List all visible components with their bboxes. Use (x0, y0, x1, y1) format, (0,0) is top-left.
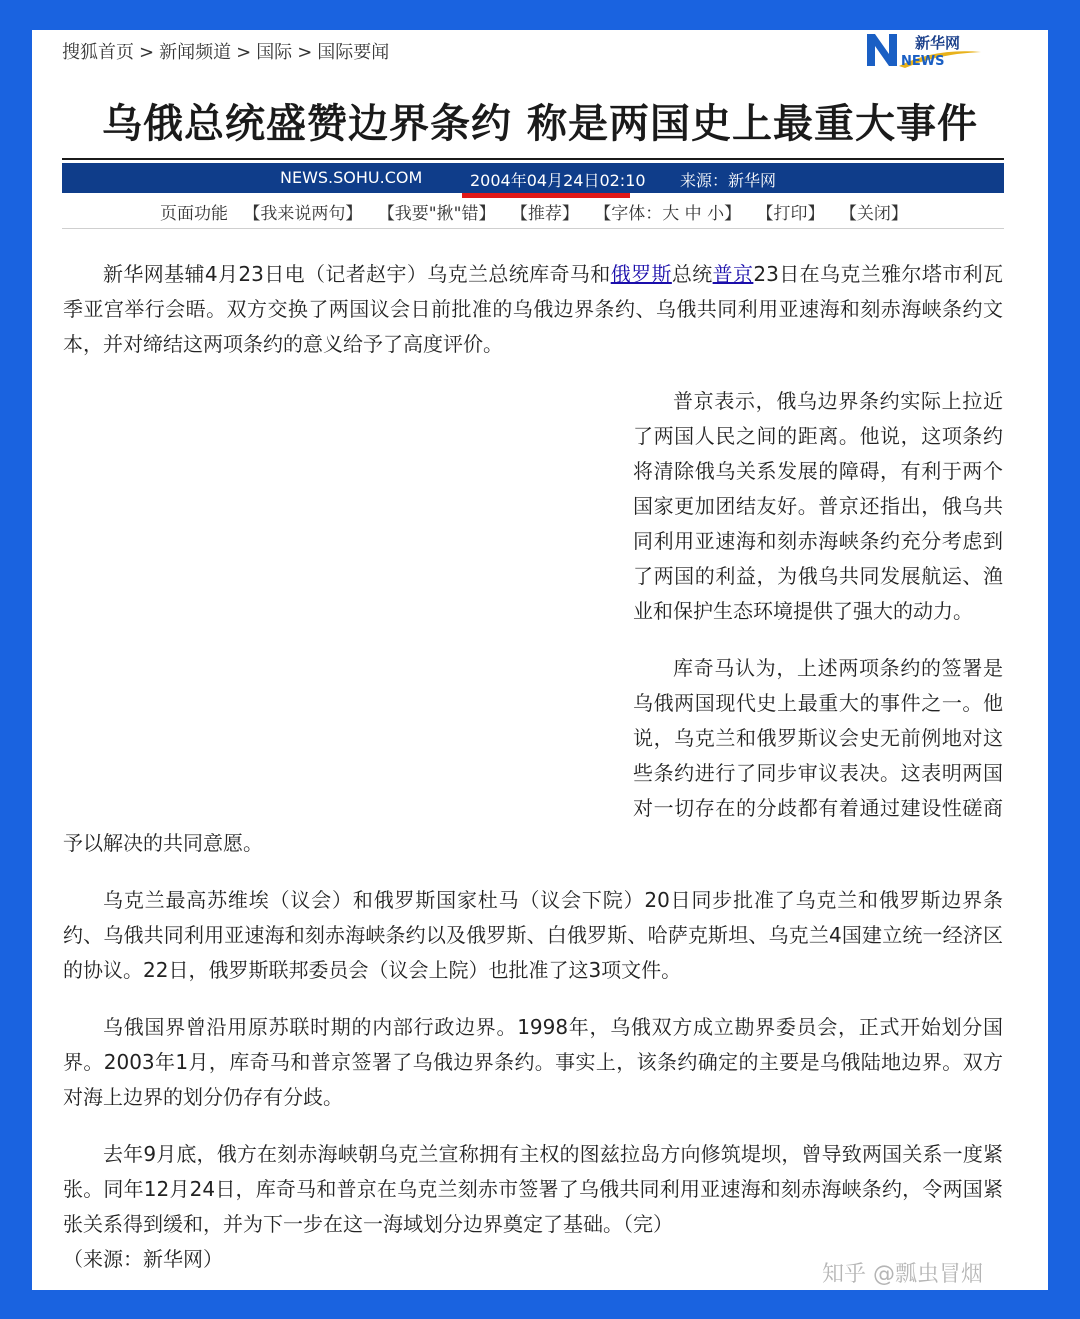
title-divider (62, 158, 1004, 160)
paragraph-text: 总统 (671, 262, 713, 286)
breadcrumb (62, 38, 389, 64)
recommend-link[interactable]: 【推荐】 (510, 204, 579, 224)
paragraph-text: 23日在乌克兰雅尔塔市利瓦季亚宫举行会晤。双方交换了两国议会日前批准的乌俄边界条约、乌俄共同利用亚速海和刻赤海峡条约文本，并对缔结这两项条约的意义给予了高度评价。 (63, 262, 1004, 356)
breadcrumb-international-news-link[interactable]: 国际要闻 (317, 42, 390, 63)
function-bar-divider (62, 228, 1004, 229)
blank-image-area (63, 384, 633, 804)
breadcrumb-news-link[interactable]: 新闻频道 (159, 42, 232, 63)
breadcrumb-separator: > (297, 42, 313, 63)
keyword-link-putin[interactable]: 普京 (712, 262, 754, 286)
article-page (32, 30, 1048, 1290)
logo-chinese-text: 新华网 (915, 34, 961, 52)
report-error-link[interactable]: 【我要"揪"错】 (377, 204, 496, 224)
function-bar-label: 页面功能 (160, 204, 228, 224)
article-paragraph: 库奇马认为，上述两项条约的签署是乌俄两国现代史上最重大的事件之一。他说，乌克兰和俄罗斯议会史无前例地对这些条约进行了同步审议表决。这表明两国对一切存在的分歧都有着通过建设性磋商予以解决的共同意愿。 (63, 656, 1003, 855)
breadcrumb-separator: > (236, 42, 252, 63)
publish-date: 2004年04月24日02:10 (470, 171, 646, 190)
comment-link[interactable]: 【我来说两句】 (243, 204, 363, 224)
font-size-selector[interactable]: 【字体：大 中 小】 (594, 204, 742, 224)
article-paragraph (63, 257, 1003, 362)
watermark: 知乎 @瓢虫冒烟 (822, 1262, 983, 1287)
article-body (63, 257, 1003, 1290)
print-link[interactable]: 【打印】 (756, 204, 825, 224)
function-bar (160, 199, 918, 224)
xinhuanet-logo-graphic (865, 30, 983, 70)
info-bar (62, 163, 1004, 193)
xinhuanet-logo (865, 30, 983, 70)
breadcrumb-separator: > (139, 42, 155, 63)
breadcrumb-international-link[interactable]: 国际 (256, 42, 293, 63)
article-source-note: （来源：新华网） (63, 1247, 223, 1271)
news-source: 来源：新华网 (680, 171, 777, 190)
page-title: 乌俄总统盛赞边界条约 称是两国史上最重大事件 (102, 101, 978, 147)
close-link[interactable]: 【关闭】 (839, 204, 908, 224)
date-highlight-underline (462, 193, 630, 198)
logo-english-text: NEWS (901, 54, 945, 69)
site-domain: NEWS.SOHU.COM (280, 168, 423, 187)
article-paragraph: 乌克兰最高苏维埃（议会）和俄罗斯国家杜马（议会下院）20日同步批准了乌克兰和俄罗斯边界条约、乌俄共同利用亚速海和刻赤海峡条约以及俄罗斯、白俄罗斯、哈萨克斯坦、乌克兰4国建立统一经济区的协议。22日，俄罗斯联邦委员会（议会上院）也批准了这3项文件。 (63, 888, 1003, 982)
article-paragraph: 乌俄国界曾沿用原苏联时期的内部行政边界。1998年，乌俄双方成立勘界委员会，正式开始划分国界。2003年1月，库奇马和普京签署了乌俄边界条约。事实上，该条约确定的主要是乌俄陆地边界。双方对海上边界的划分仍存有分歧。 (63, 1015, 1003, 1109)
keyword-link-russia[interactable]: 俄罗斯 (610, 262, 672, 286)
breadcrumb-home-link[interactable]: 搜狐首页 (62, 42, 134, 63)
article-paragraph: 普京表示，俄乌边界条约实际上拉近了两国人民之间的距离。他说，这项条约将清除俄乌关系发展的障碍，有利于两个国家更加团结友好。普京还指出，俄乌共同利用亚速海和刻赤海峡条约充分考虑到了两国的利益，为俄乌共同发展航运、渔业和保护生态环境提供了强大的动力。 (633, 389, 1003, 623)
paragraph-text: 新华网基辅4月23日电（记者赵宇）乌克兰总统库奇马和 (103, 262, 611, 286)
article-paragraph: 去年9月底，俄方在刻赤海峡朝乌克兰宣称拥有主权的图兹拉岛方向修筑堤坝，曾导致两国关系一度紧张。同年12月24日，库奇马和普京在乌克兰刻赤市签署了乌俄共同利用亚速海和刻赤海峡条约，令两国紧张关系得到缓和，并为下一步在这一海域划分边界奠定了基础。（完） (63, 1142, 1003, 1236)
